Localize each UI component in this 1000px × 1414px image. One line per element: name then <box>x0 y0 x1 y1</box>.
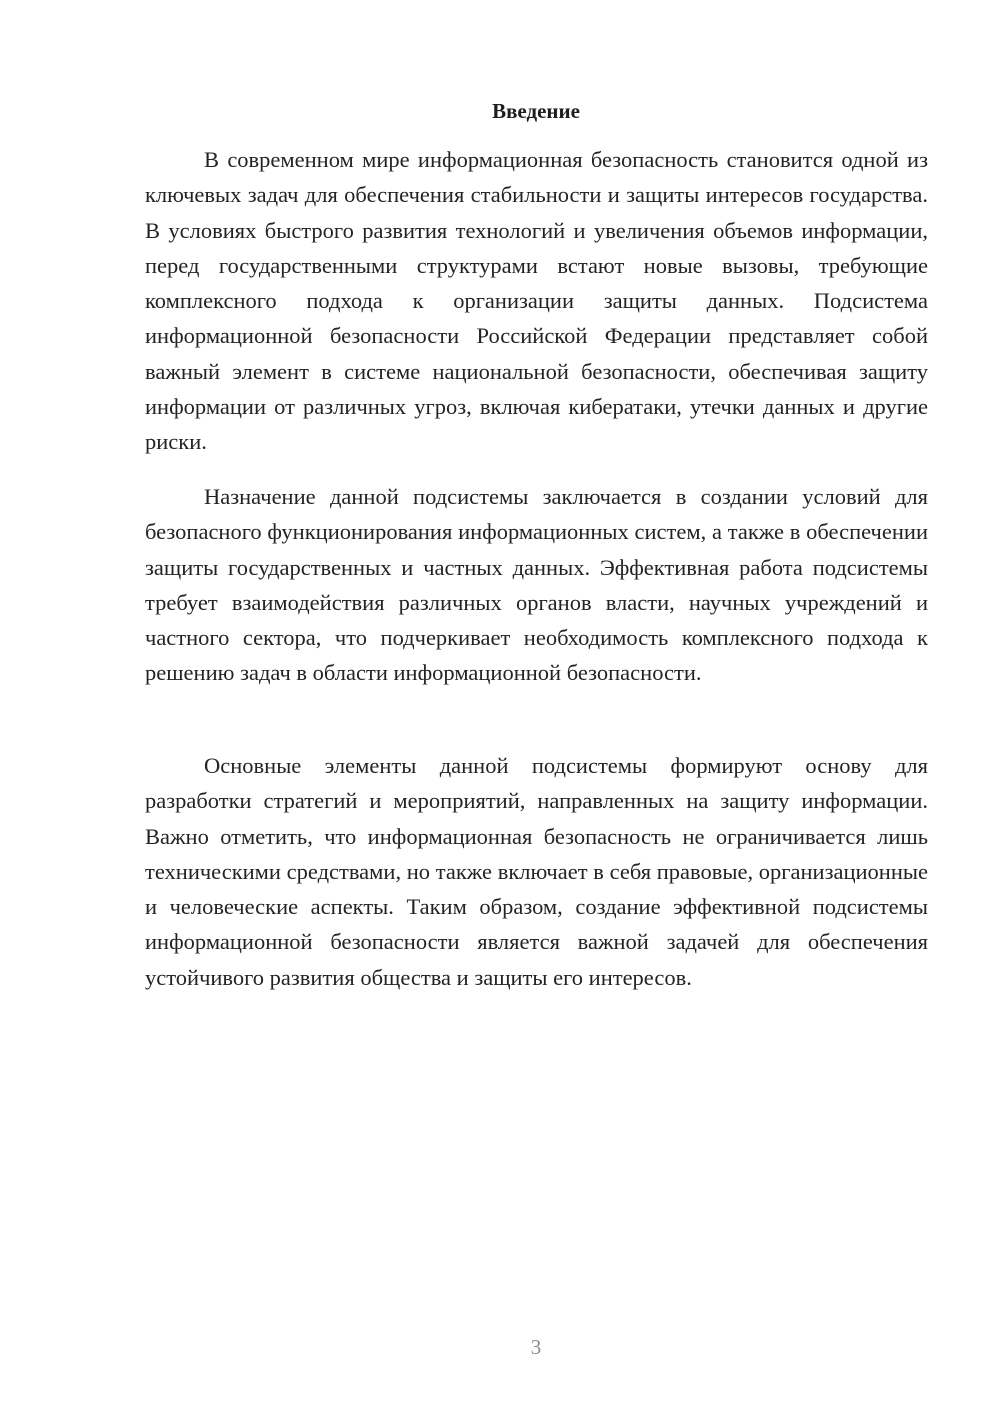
section-heading: Введение <box>492 99 580 123</box>
paragraph-1: В современном мире информационная безопасность становится одной из ключевых задач для обеспечения стабильности и защиты интересов государства. В условиях быстрого развития технологий и увеличения объемов информации, перед государственными структурами встают новые вызовы, требующие комплексного подхода к организации защиты данных. Подсистема информационной безопасности Российской Федерации представляет собой важный элемент в системе национальной безопасности, обеспечивая защиту информации от различных угроз, включая кибератаки, утечки данных и другие риски. <box>145 147 928 455</box>
paragraph-3: Основные элементы данной подсистемы формируют основу для разработки стратегий и мероприятий, направленных на защиту информации. Важно отметить, что информационная безопасность не ограничивается лишь техническими средствами, но также включает в себя правовые, организационные и человеческие аспекты. Таким образом, создание эффективной подсистемы информационной безопасности является важной задачей для обеспечения устойчивого развития общества и защиты его интересов. <box>145 753 928 990</box>
page-number: 3 <box>530 1335 542 1359</box>
paragraph-2: Назначение данной подсистемы заключается в создании условий для безопасного функционирования информационных систем, а также в обеспечении защиты государственных и частных данных. Эффективная работа подсистемы требует взаимодействия различных органов власти, научных учреждений и частного сектора, что подчеркивает необходимость комплексного подхода к решению задач в области информационной безопасности. <box>145 484 928 686</box>
